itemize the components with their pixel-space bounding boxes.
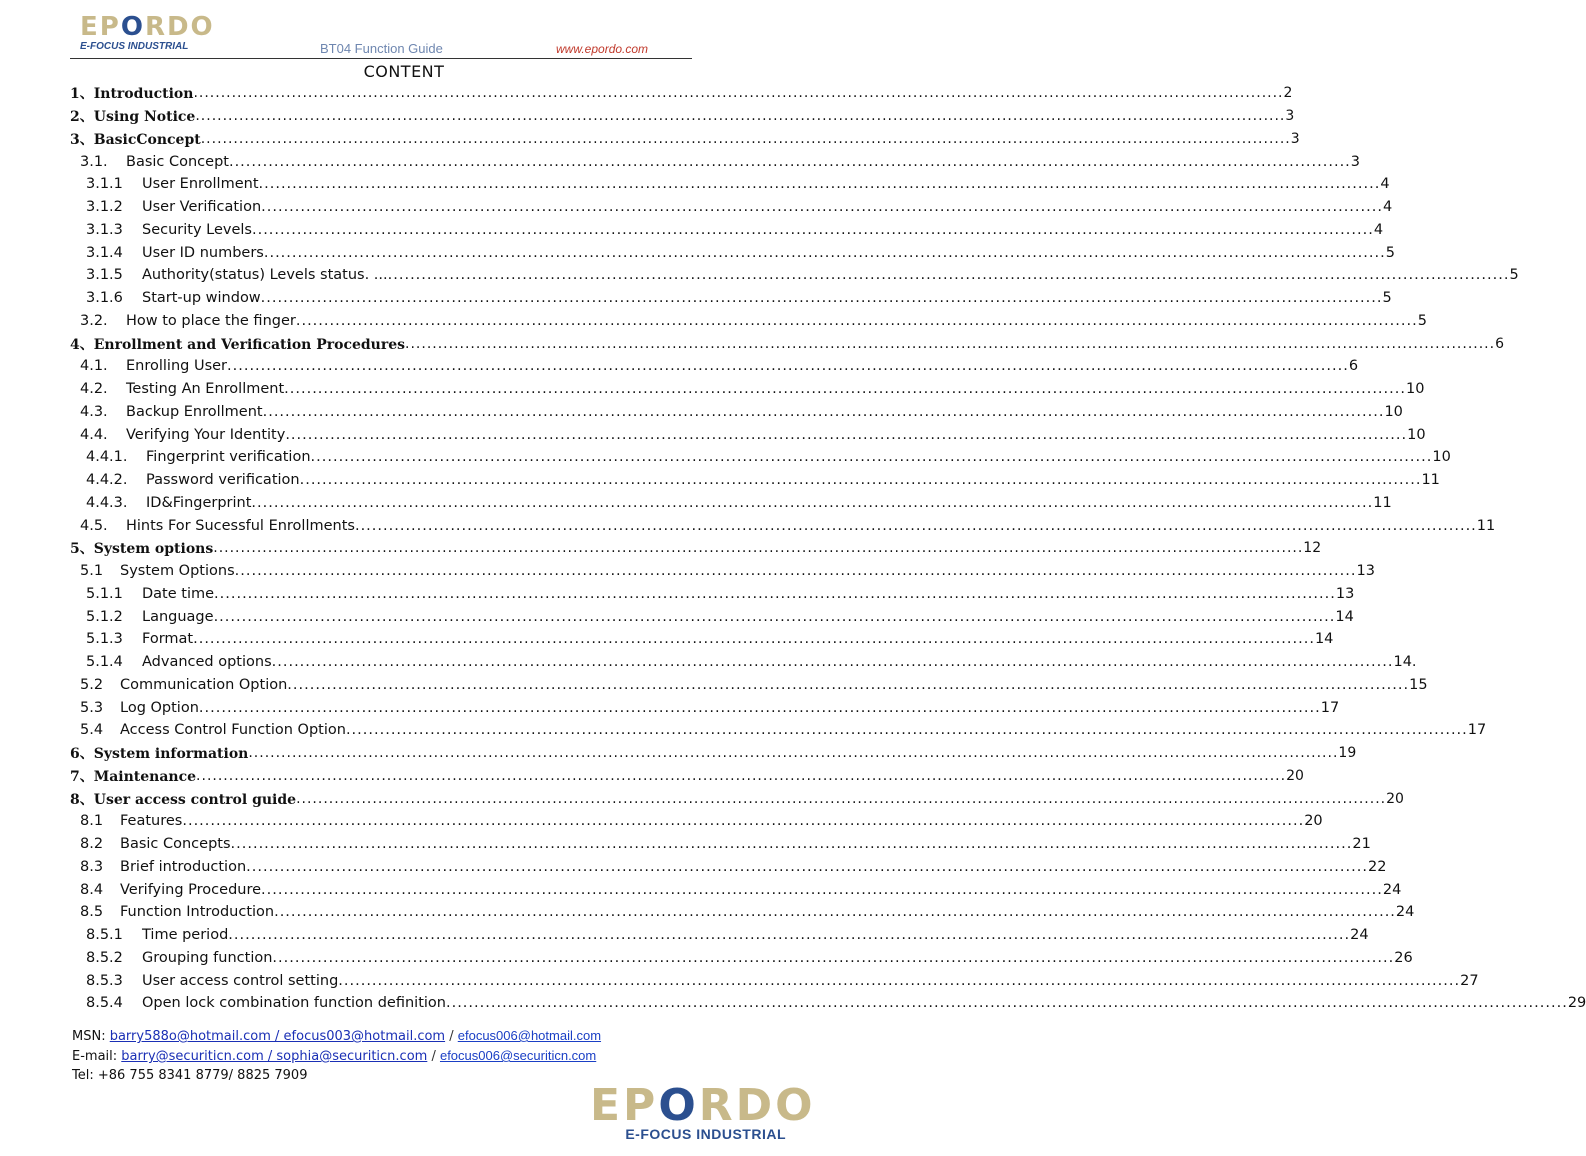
toc-page-number: 24 xyxy=(1350,927,1369,944)
toc-page-number: 14 xyxy=(1335,608,1354,625)
toc-page-number: 6 xyxy=(1348,358,1359,375)
toc-page-number: 2 xyxy=(1283,85,1293,102)
toc-page-number: 26 xyxy=(1394,949,1413,966)
toc-leader-dots: ........................................................................................................................................................................................................ xyxy=(284,381,1406,398)
toc-entry[interactable] xyxy=(0,947,1413,970)
toc-leader-dots: ........................................................................................................................................................................................................ xyxy=(354,517,1477,534)
toc-page-number: 10 xyxy=(1405,381,1425,398)
toc-leader-dots: ........................................................................................................................................................................................................ xyxy=(251,494,1374,511)
toc-entry[interactable] xyxy=(0,378,1425,401)
toc-leader-dots: ........................................................................................................................................................................................................ xyxy=(274,904,1396,921)
toc-leader-dots: ........................................................................................................................................................................................................ xyxy=(405,335,1496,352)
toc-leader-dots: ........................................................................................................................................................................................................ xyxy=(213,608,1336,625)
toc-leader-dots: ........................................................................................................................................................................................................ xyxy=(193,85,1284,102)
toc-entry[interactable] xyxy=(0,105,1295,128)
toc-leader-dots: ........................................................................................................................................................................................................ xyxy=(258,176,1381,193)
toc-entry-number: 8.5.4 xyxy=(86,995,123,1012)
toc-entry-number: 4.2. xyxy=(80,381,108,398)
website-link[interactable]: www.epordo.com xyxy=(556,42,649,56)
toc-entry[interactable] xyxy=(0,219,1384,242)
toc-entry-title: Basic Concept xyxy=(126,153,229,170)
toc-entry-number: 5.1 xyxy=(80,563,104,580)
toc-entry[interactable] xyxy=(0,173,1390,196)
toc-leader-dots: ........................................................................................................................................................................................................ xyxy=(310,449,1433,466)
toc-entry-title: Features xyxy=(120,813,183,830)
toc-entry[interactable] xyxy=(0,196,1393,219)
toc-entry[interactable] xyxy=(0,128,1300,151)
toc-page-number: 10 xyxy=(1384,403,1403,420)
toc-page-number: 17 xyxy=(1320,699,1340,716)
toc-entry-number: 8.2 xyxy=(80,836,104,853)
toc-page-number: 6 xyxy=(1495,335,1504,352)
toc-entry[interactable] xyxy=(0,969,1479,992)
toc-entry-title: Authority(status) Levels status. ... xyxy=(142,267,388,284)
email-label: E-mail: xyxy=(72,1049,122,1064)
toc-leader-dots: ........................................................................................................................................................................................................ xyxy=(214,585,1336,602)
toc-entry[interactable] xyxy=(0,742,1357,765)
toc-leader-dots: ........................................................................................................................................................................................................ xyxy=(261,199,1383,216)
toc-entry[interactable] xyxy=(0,287,1392,310)
msn-contact xyxy=(72,1028,601,1044)
toc-page-number: 20 xyxy=(1286,767,1304,784)
toc-page-number: 12 xyxy=(1303,540,1322,557)
toc-entry[interactable] xyxy=(0,765,1304,788)
toc-page-number: 11 xyxy=(1373,494,1392,511)
toc-entry[interactable] xyxy=(0,696,1340,719)
toc-entry[interactable] xyxy=(0,310,1427,333)
toc-page-number: 13 xyxy=(1356,563,1375,580)
toc-leader-dots: ........................................................................................................................................................................................................ xyxy=(296,790,1387,807)
toc-entry-title: 7、Maintenance xyxy=(70,768,197,785)
toc-leader-dots: ........................................................................................................................................................................................................ xyxy=(234,563,1357,580)
toc-entry[interactable] xyxy=(0,901,1415,924)
toc-entry-title: Hints For Sucessful Enrollments xyxy=(126,517,355,534)
toc-leader-dots: ........................................................................................................................................................................................................ xyxy=(182,813,1305,830)
toc-entry-title: 5、System options xyxy=(70,541,214,558)
toc-entry-number: 4.4.3. xyxy=(86,494,128,511)
toc-page-number: 10 xyxy=(1407,426,1426,443)
toc-page-number: 5 xyxy=(1509,267,1519,284)
toc-entry[interactable] xyxy=(0,150,1361,173)
toc-leader-dots: ........................................................................................................................................................................................................ xyxy=(213,540,1304,557)
toc-entry-number: 3.1.4 xyxy=(86,244,123,261)
toc-leader-dots: ........................................................................................................................................................................................................ xyxy=(287,676,1410,693)
toc-entry-number: 4.5. xyxy=(80,517,108,534)
toc-page-number: 11 xyxy=(1421,472,1440,489)
toc-entry-title: Security Levels xyxy=(142,221,252,238)
toc-entry-number: 4.3. xyxy=(80,403,108,420)
toc-entry[interactable] xyxy=(0,332,1504,355)
toc-page-number: 5 xyxy=(1417,312,1427,329)
toc-entry-title: ID&Fingerprint xyxy=(146,494,252,511)
toc-leader-dots: ........................................................................................................................................................................................................ xyxy=(295,312,1418,329)
toc-entry-number: 8.5.3 xyxy=(86,972,123,989)
document-title: BT04 Function Guide xyxy=(320,41,443,56)
toc-entry-title: User access control setting xyxy=(142,972,339,989)
toc-page-number: 29 xyxy=(1567,995,1586,1012)
footer-logo xyxy=(590,1080,816,1142)
msn-label: MSN: xyxy=(72,1029,110,1044)
toc-entry-title: 3、BasicConcept xyxy=(70,131,201,148)
toc-leader-dots: ........................................................................................................................................................................................................ xyxy=(345,722,1468,739)
toc-page-number: 24 xyxy=(1382,881,1402,898)
toc-entry-number: 3.1.6 xyxy=(86,290,123,307)
toc-page-number: 4 xyxy=(1382,199,1393,216)
toc-page-number: 3 xyxy=(1285,108,1295,125)
toc-leader-dots: ........................................................................................................................................................................................................ xyxy=(271,654,1394,671)
toc-entry-title: Open lock combination function definition xyxy=(142,995,446,1012)
logo-wordmark: EPORDO xyxy=(80,12,215,42)
header-logo xyxy=(80,12,215,52)
toc-entry-title: 6、System information xyxy=(70,746,249,763)
toc-entry-number: 5.3 xyxy=(80,699,104,716)
toc-entry-title: User Enrollment xyxy=(142,176,259,193)
toc-entry-number: 4.4.2. xyxy=(86,472,128,489)
toc-entry[interactable] xyxy=(0,446,1451,469)
toc-entry-number: 5.2 xyxy=(80,676,104,693)
toc-page-number: 19 xyxy=(1338,745,1357,762)
toc-page-number: 21 xyxy=(1352,836,1371,853)
toc-entry-title: Testing An Enrollment xyxy=(126,381,285,398)
toc-entry-number: 8.5.2 xyxy=(86,949,123,966)
toc-entry-title: Language xyxy=(142,608,214,625)
toc-entry[interactable] xyxy=(0,355,1359,378)
toc-entry[interactable] xyxy=(0,674,1428,697)
toc-entry[interactable] xyxy=(0,492,1392,515)
toc-page-number: 17 xyxy=(1467,722,1487,739)
toc-entry[interactable] xyxy=(0,241,1395,264)
toc-leader-dots: ........................................................................................................................................................................................................ xyxy=(196,767,1287,784)
toc-leader-dots: ........................................................................................................................................................................................................ xyxy=(248,745,1339,762)
toc-leader-dots: ........................................................................................................................................................................................................ xyxy=(285,426,1408,443)
toc-entry-number: 3.1. xyxy=(80,153,108,170)
footer-logo-wordmark: EPORDO xyxy=(590,1080,816,1131)
toc-entry-title: How to place the finger xyxy=(126,312,296,329)
toc-entry[interactable] xyxy=(0,878,1402,901)
email-contact xyxy=(72,1048,596,1064)
toc-leader-dots: ........................................................................................................................................................................................................ xyxy=(299,472,1422,489)
toc-entry-title: Verifying Your Identity xyxy=(126,426,286,443)
toc-entry[interactable] xyxy=(0,628,1334,651)
toc-entry[interactable] xyxy=(0,924,1369,947)
toc-page-number: 13 xyxy=(1335,585,1355,602)
msn-links[interactable]: barry588o@hotmail.com / efocus003@hotmail.com xyxy=(109,1029,446,1044)
toc-entry-title: System Options xyxy=(120,563,235,580)
toc-entry-title: Verifying Procedure xyxy=(120,881,262,898)
toc-page-number: 10 xyxy=(1432,449,1451,466)
toc-leader-dots: ........................................................................................................................................................................................................ xyxy=(338,972,1461,989)
toc-page-number: 3 xyxy=(1290,130,1300,147)
toc-entry-title: Function Introduction xyxy=(120,904,275,921)
toc-entry-number: 3.1.1 xyxy=(86,176,123,193)
toc-entry[interactable] xyxy=(0,537,1322,560)
toc-entry-title: User ID numbers xyxy=(142,244,264,261)
toc-entry-title: Advanced options xyxy=(142,654,272,671)
toc-entry-title: Brief introduction xyxy=(120,858,247,875)
telephone: Tel: +86 755 8341 8779/ 8825 7909 xyxy=(72,1068,308,1083)
table-of-contents xyxy=(0,82,1586,1015)
toc-page-number: 4 xyxy=(1373,221,1384,238)
toc-entry-title: User Verification xyxy=(142,199,262,216)
toc-entry[interactable] xyxy=(0,514,1496,537)
toc-page-number: 15 xyxy=(1409,676,1428,693)
toc-page-number: 20 xyxy=(1386,790,1404,807)
toc-entry-title: Grouping function xyxy=(142,949,273,966)
toc-page-number: 3 xyxy=(1350,153,1361,170)
toc-entry-title: Start-up window xyxy=(142,290,261,307)
toc-entry-title: Password verification xyxy=(146,472,300,489)
email-link-2[interactable]: efocus006@securiticn.com xyxy=(439,1048,597,1063)
toc-entry-title: 1、Introduction xyxy=(70,86,194,103)
toc-leader-dots: ........................................................................................................................................................................................................ xyxy=(195,108,1286,125)
toc-entry-number: 5.4 xyxy=(80,722,104,739)
msn-link-2[interactable]: efocus006@hotmail.com xyxy=(457,1028,602,1043)
toc-entry-title: Communication Option xyxy=(120,676,288,693)
logo-subtitle: E-FOCUS INDUSTRIAL xyxy=(80,41,189,52)
toc-leader-dots: ........................................................................................................................................................................................................ xyxy=(227,358,1349,375)
toc-leader-dots: ........................................................................................................................................................................................................ xyxy=(262,403,1385,420)
toc-entry[interactable] xyxy=(0,651,1417,674)
toc-entry-number: 5.1.1 xyxy=(86,585,123,602)
toc-leader-dots: ........................................................................................................................................................................................................ xyxy=(445,995,1568,1012)
toc-entry-title: Enrolling User xyxy=(126,358,228,375)
toc-entry-number: 3.2. xyxy=(80,312,108,329)
toc-entry[interactable] xyxy=(0,833,1371,856)
toc-entry-number: 4.1. xyxy=(80,358,108,375)
toc-page-number: 24 xyxy=(1395,904,1415,921)
toc-entry-number: 4.4.1. xyxy=(86,449,128,466)
toc-leader-dots: ........................................................................................................................................................................................................ xyxy=(200,130,1291,147)
toc-leader-dots: ........................................................................................................................................................................................................ xyxy=(193,631,1315,648)
toc-leader-dots: ........................................................................................................................................................................................................ xyxy=(260,290,1383,307)
toc-leader-dots: ........................................................................................................................................................................................................ xyxy=(251,221,1374,238)
email-separator: / xyxy=(427,1049,440,1064)
toc-entry[interactable] xyxy=(0,469,1440,492)
toc-page-number: 22 xyxy=(1367,858,1387,875)
toc-leader-dots: ........................................................................................................................................................................................................ xyxy=(198,699,1321,716)
toc-entry-number: 3.1.3 xyxy=(86,221,123,238)
toc-page-number: 4 xyxy=(1380,176,1390,193)
toc-entry-title: Time period xyxy=(142,927,229,944)
toc-entry[interactable] xyxy=(0,810,1323,833)
toc-page-number: 14. xyxy=(1393,654,1417,671)
toc-entry[interactable] xyxy=(0,583,1355,606)
toc-entry-number: 8.5.1 xyxy=(86,927,123,944)
toc-entry-number: 3.1.5 xyxy=(86,267,123,284)
toc-leader-dots: ........................................................................................................................................................................................................ xyxy=(230,836,1353,853)
toc-entry[interactable] xyxy=(0,787,1404,810)
toc-entry-number: 5.1.4 xyxy=(86,654,123,671)
header-divider xyxy=(70,58,692,59)
toc-entry-title: 2、Using Notice xyxy=(70,109,196,126)
toc-entry-title: Backup Enrollment xyxy=(126,403,263,420)
toc-entry-number: 8.3 xyxy=(80,858,104,875)
toc-leader-dots: ........................................................................................................................................................................................................ xyxy=(387,267,1510,284)
toc-page-number: 5 xyxy=(1385,244,1395,261)
toc-leader-dots: ........................................................................................................................................................................................................ xyxy=(261,881,1383,898)
msn-separator: / xyxy=(445,1029,458,1044)
toc-page-number: 5 xyxy=(1382,290,1392,307)
toc-entry-title: 4、Enrollment and Verification Procedures xyxy=(70,336,406,353)
toc-page-number: 11 xyxy=(1476,517,1496,534)
toc-entry-title: 8、User access control guide xyxy=(70,791,297,808)
toc-entry[interactable] xyxy=(0,605,1354,628)
toc-leader-dots: ........................................................................................................................................................................................................ xyxy=(228,927,1351,944)
toc-entry[interactable] xyxy=(0,82,1293,105)
toc-entry-number: 8.4 xyxy=(80,881,104,898)
toc-page-number: 20 xyxy=(1304,813,1323,830)
toc-entry-number: 5.1.3 xyxy=(86,631,123,648)
toc-leader-dots: ........................................................................................................................................................................................................ xyxy=(228,153,1351,170)
toc-entry[interactable] xyxy=(0,264,1519,287)
toc-entry[interactable] xyxy=(0,992,1586,1015)
toc-entry-number: 8.1 xyxy=(80,813,104,830)
footer-logo-subtitle: E-FOCUS INDUSTRIAL xyxy=(625,1126,786,1142)
toc-entry-title: Format xyxy=(142,631,194,648)
toc-entry-number: 3.1.2 xyxy=(86,199,123,216)
toc-leader-dots: ........................................................................................................................................................................................................ xyxy=(272,949,1395,966)
toc-entry[interactable] xyxy=(0,560,1375,583)
toc-page-number: 27 xyxy=(1460,972,1479,989)
toc-entry[interactable] xyxy=(0,719,1487,742)
email-links[interactable]: barry@securiticn.com / sophia@securiticn.com xyxy=(121,1049,428,1064)
toc-entry-title: Fingerprint verification xyxy=(146,449,311,466)
toc-entry-title: Date time xyxy=(142,585,215,602)
toc-page-number: 14 xyxy=(1314,631,1334,648)
toc-entry-title: Basic Concepts xyxy=(120,836,231,853)
toc-entry-number: 5.1.2 xyxy=(86,608,123,625)
toc-entry-number: 4.4. xyxy=(80,426,108,443)
toc-leader-dots: ........................................................................................................................................................................................................ xyxy=(263,244,1386,261)
toc-leader-dots: ........................................................................................................................................................................................................ xyxy=(246,858,1368,875)
toc-entry[interactable] xyxy=(0,401,1403,424)
toc-entry[interactable] xyxy=(0,423,1426,446)
toc-entry-number: 8.5 xyxy=(80,904,104,921)
toc-entry-title: Access Control Function Option xyxy=(120,722,346,739)
toc-entry[interactable] xyxy=(0,856,1387,879)
page-title: CONTENT xyxy=(363,62,445,81)
toc-entry-title: Log Option xyxy=(120,699,199,716)
